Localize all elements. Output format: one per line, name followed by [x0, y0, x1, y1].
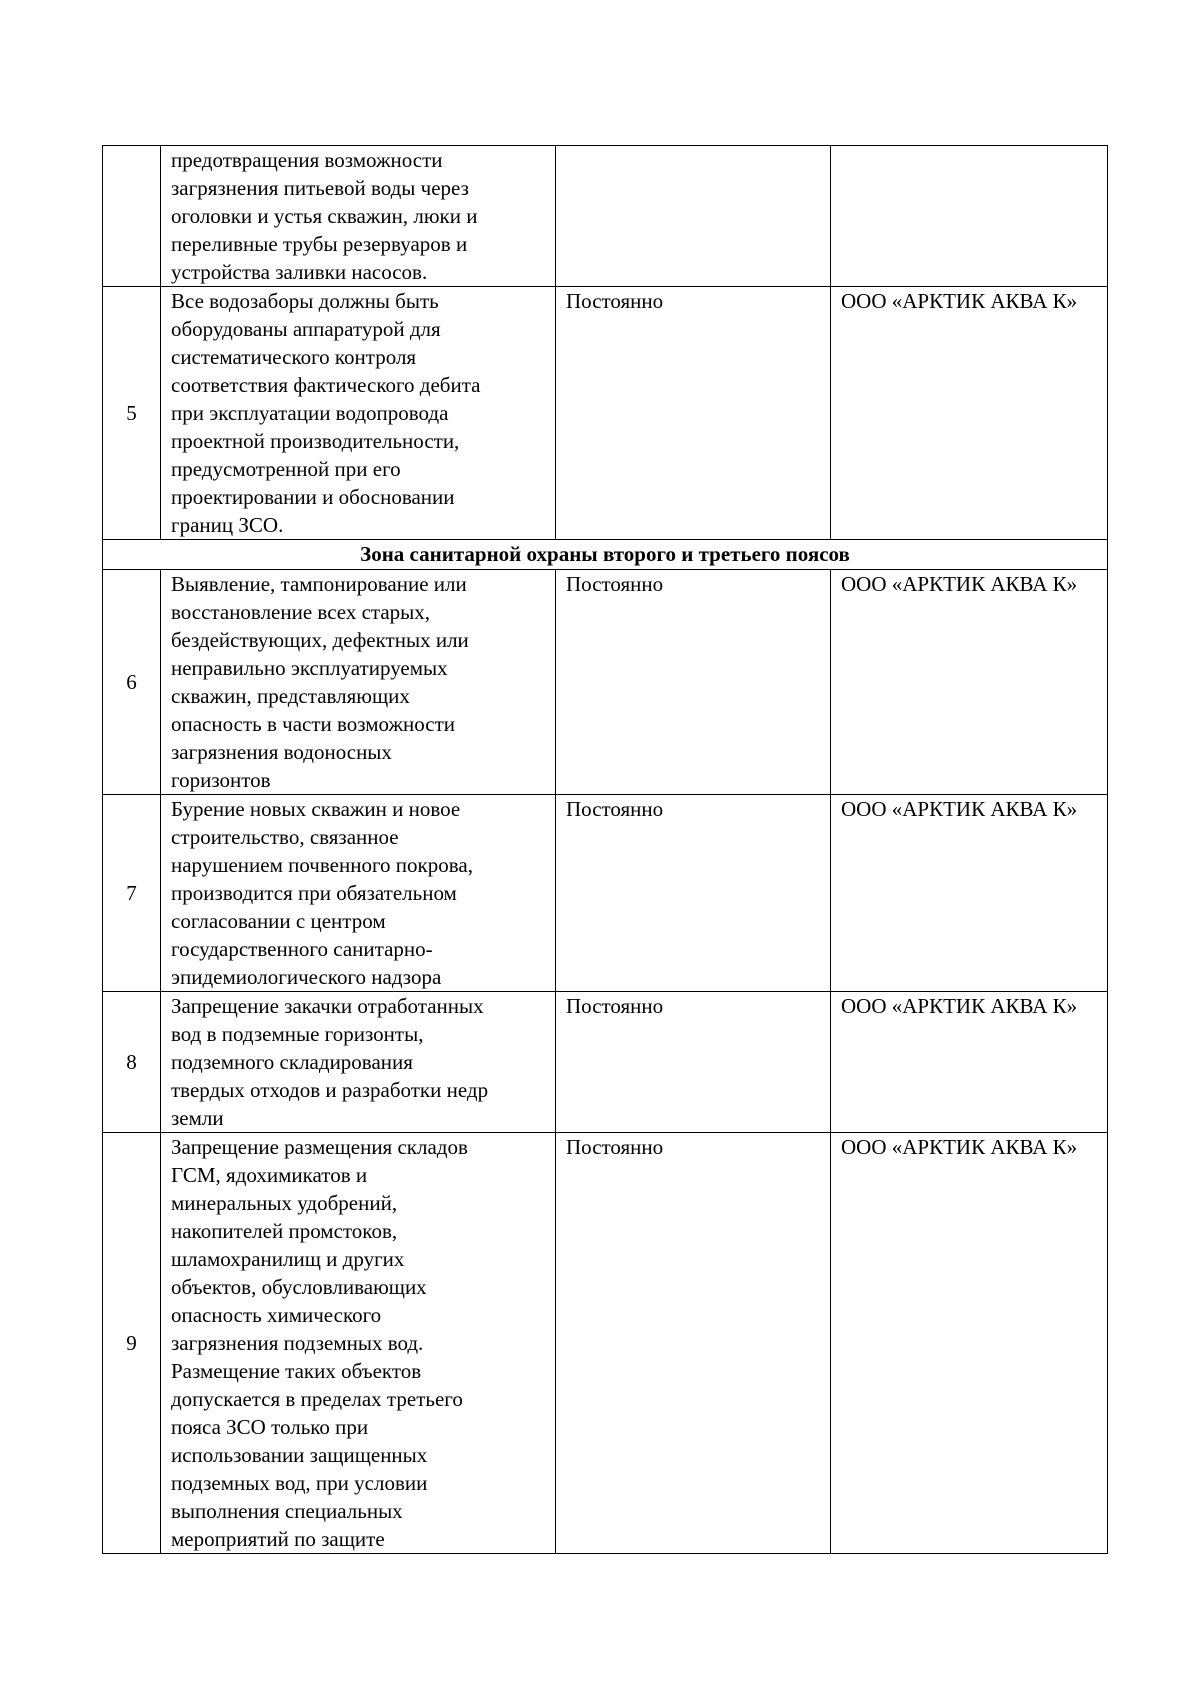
description-line: строительство, связанное	[171, 825, 399, 849]
description-line: оборудованы аппаратурой для	[171, 317, 441, 341]
responsible-cell: ООО «АРКТИК АКВА К»	[831, 570, 1108, 795]
description-line: государственного санитарно-	[171, 937, 433, 961]
description-line: Размещение таких объектов	[171, 1359, 422, 1383]
row-number: 8	[103, 992, 161, 1133]
description-line: допускается в пределах третьего	[171, 1387, 463, 1411]
description-line: проектировании и обосновании	[171, 485, 455, 509]
description-line: Бурение новых скважин и новое	[171, 797, 461, 821]
measure-description	[161, 287, 556, 540]
description-line: предусмотренной при его	[171, 457, 401, 481]
description-line: ГСМ, ядохимикатов и	[171, 1163, 368, 1187]
description-line: твердых отходов и разработки недр	[171, 1078, 489, 1102]
description-line: проектной производительности,	[171, 429, 460, 453]
row-number: 5	[103, 287, 161, 540]
description-line: переливные трубы резервуаров и	[171, 232, 468, 256]
description-line: при эксплуатации водопровода	[171, 401, 449, 425]
description-line: выполнения специальных	[171, 1499, 403, 1523]
measure-description	[161, 570, 556, 795]
period-cell: Постоянно	[556, 1133, 831, 1554]
description-line: согласовании с центром	[171, 909, 386, 933]
period-cell: Постоянно	[556, 795, 831, 992]
responsible-cell: ООО «АРКТИК АКВА К»	[831, 287, 1108, 540]
description-line: земли	[171, 1106, 224, 1130]
responsible-cell: ООО «АРКТИК АКВА К»	[831, 795, 1108, 992]
description-line: объектов, обусловливающих	[171, 1275, 427, 1299]
row-number	[103, 146, 161, 287]
description-line: минеральных удобрений,	[171, 1191, 398, 1215]
description-line: горизонтов	[171, 768, 271, 792]
measure-description	[161, 992, 556, 1133]
description-line: Запрещение размещения складов	[171, 1135, 468, 1159]
measure-description	[161, 146, 556, 287]
description-line: скважин, представляющих	[171, 684, 410, 708]
row-number: 6	[103, 570, 161, 795]
description-line: подземных вод, при условии	[171, 1471, 428, 1495]
period-cell: Постоянно	[556, 992, 831, 1133]
measure-description	[161, 1133, 556, 1554]
description-line: производится при обязательном	[171, 881, 457, 905]
description-line: загрязнения водоносных	[171, 740, 392, 764]
description-line: границ ЗСО.	[171, 513, 284, 537]
table-row	[103, 795, 1108, 992]
period-cell: Постоянно	[556, 287, 831, 540]
description-line: предотвращения возможности	[171, 148, 443, 172]
section-title: Зона санитарной охраны второго и третьего поясов	[103, 540, 1108, 570]
responsible-cell: ООО «АРКТИК АКВА К»	[831, 992, 1108, 1133]
description-line: шламохранилищ и других	[171, 1247, 405, 1271]
measures-table-body	[103, 146, 1108, 1554]
description-line: неправильно эксплуатируемых	[171, 656, 448, 680]
description-line: Запрещение закачки отработанных	[171, 994, 484, 1018]
description-line: Все водозаборы должны быть	[171, 289, 439, 313]
description-line: пояса ЗСО только при	[171, 1415, 369, 1439]
description-line: использовании защищенных	[171, 1443, 428, 1467]
description-line: нарушением почвенного покрова,	[171, 853, 473, 877]
description-line: загрязнения питьевой воды через	[171, 176, 469, 200]
period-cell: Постоянно	[556, 570, 831, 795]
table-row	[103, 1133, 1108, 1554]
description-line: оголовки и устья скважин, люки и	[171, 204, 478, 228]
description-line: эпидемиологического надзора	[171, 965, 442, 989]
row-number: 9	[103, 1133, 161, 1554]
table-row	[103, 570, 1108, 795]
description-line: соответствия фактического дебита	[171, 373, 481, 397]
description-line: систематического контроля	[171, 345, 417, 369]
description-line: Выявление, тампонирование или	[171, 572, 467, 596]
description-line: устройства заливки насосов.	[171, 260, 428, 284]
description-line: вод в подземные горизонты,	[171, 1022, 424, 1046]
description-line: бездействующих, дефектных или	[171, 628, 469, 652]
period-cell	[556, 146, 831, 287]
description-line: мероприятий по защите	[171, 1527, 385, 1551]
responsible-cell: ООО «АРКТИК АКВА К»	[831, 1133, 1108, 1554]
measures-table	[102, 145, 1108, 1554]
description-line: опасность в части возможности	[171, 712, 456, 736]
description-line: восстановление всех старых,	[171, 600, 431, 624]
description-line: подземного складирования	[171, 1050, 413, 1074]
description-line: накопителей промстоков,	[171, 1219, 398, 1243]
table-row	[103, 992, 1108, 1133]
description-line: опасность химического	[171, 1303, 382, 1327]
section-row	[103, 540, 1108, 570]
responsible-cell	[831, 146, 1108, 287]
table-row	[103, 287, 1108, 540]
description-line: загрязнения подземных вод.	[171, 1331, 424, 1355]
measure-description	[161, 795, 556, 992]
table-row	[103, 146, 1108, 287]
row-number: 7	[103, 795, 161, 992]
